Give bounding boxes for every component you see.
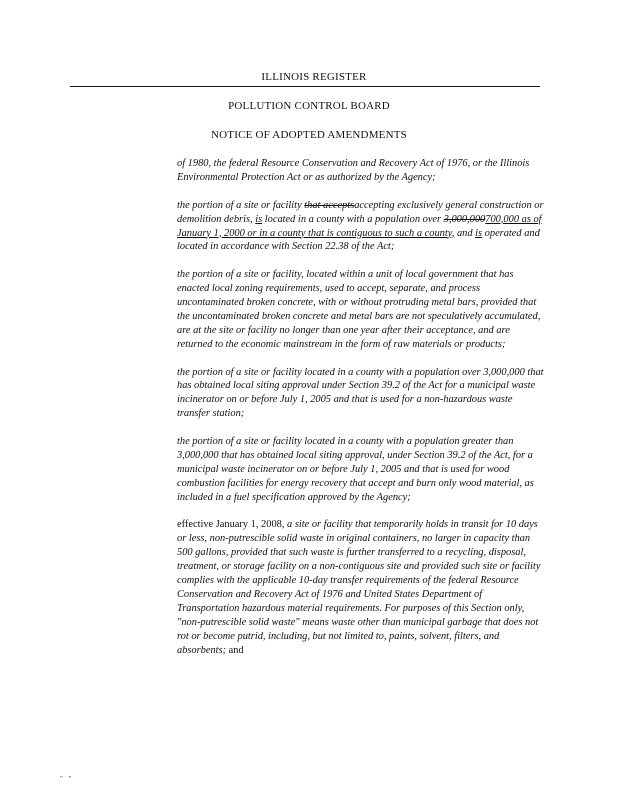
p2-text-b: accepting exclusively general construction or demolition debris,: [177, 199, 544, 225]
paragraph-5: the portion of a site or facility located in a county with a population greater than 3,000,000 that has obtained local siting approval, under Section 39.2 of the Act, for a municipal waste incinerator on or before July 1, 2005 and that is used for wood combustion facilities for energy recovery that accept and burn only wood material, as included in a fuel specification approved by the Agency;: [177, 436, 534, 503]
p2-text-d: 700,000 as of January 1, 2000: [177, 213, 542, 239]
p6-lead: effective January 1, 2008,: [177, 519, 288, 531]
p2-text-c: located in a county with a population over: [262, 213, 444, 225]
paragraph-4: the portion of a site or facility located in a county with a population over 3,000,000 that has obtained local siting approval under Section 39.2 of the Act for a municipal waste incinerator on or before July 1, 2005 and that is used for a non-hazardous waste transfer station;: [177, 366, 544, 420]
p2-text-a: the portion of a site or facility: [177, 199, 305, 211]
paragraph-1: of 1980, the federal Resource Conservation and Recovery Act of 1976, or the Illinois Environmental Protection Act or as authorized by the Agency;: [177, 158, 530, 183]
regulation-text: [177, 157, 547, 658]
paragraph-2: [177, 199, 547, 255]
register-title: ILLINOIS REGISTER: [261, 71, 367, 83]
footer-mark: " ": [60, 775, 74, 783]
board-title: POLLUTION CONTROL BOARD: [228, 100, 390, 112]
paragraph-6: [177, 518, 547, 657]
p2-text-f: operated and located in accordance with Section 22.38 of the Act;: [177, 227, 540, 253]
p2-text-e: and: [454, 227, 476, 239]
p6-body: a site or facility that temporarily holds in transit for 10 days or less, non-putrescible solid waste in original containers, no larger in capacity than 500 gallons, provided that such waste is further transferred to a recycling, disposal, treatment, or storage facility on a non-contiguous site and provided such site or facility complies with the applicable 10-day transfer requirements of the federal Resource Conservation and Recovery Act of 1976 and United States Department of Transportation hazardous material requirements. For purposes of this Section only, "non-putrescible solid waste" means waste other than municipal garbage that does not rot or become putrid, including, but not limited to, paints, solvent, filters, and absorbents;: [177, 519, 541, 656]
p2-inserted-2: or in a county that is contiguous to such a county,: [244, 227, 455, 239]
header-rule: [70, 86, 540, 87]
p2-inserted-3: is: [475, 227, 483, 239]
p2-struck-1: that accepts: [304, 199, 355, 211]
p2-struck-2: 3,000,000: [443, 213, 486, 225]
paragraph-3: the portion of a site or facility, located within a unit of local government that has enacted local zoning requirements, used to accept, separate, and process uncontaminated broken concrete, with or without protruding metal bars, provided that the uncontaminated broken concrete and metal bars are not speculatively accumulated, are at the site or facility no longer than one year after their acceptance, and are returned to the economic mainstream in the form of raw materials or products;: [177, 269, 541, 350]
p2-inserted-1: is: [255, 213, 263, 225]
p6-tail: and: [228, 644, 244, 656]
notice-title: NOTICE OF ADOPTED AMENDMENTS: [211, 129, 407, 141]
